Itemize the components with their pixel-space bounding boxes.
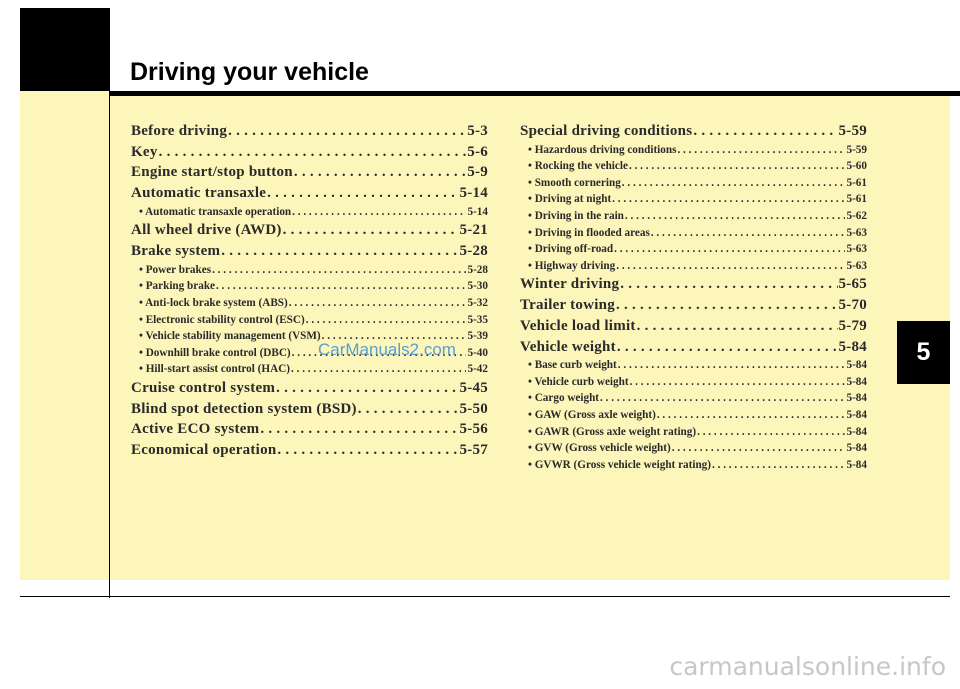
site-watermark: CarManuals2.com	[318, 340, 456, 359]
toc-entry-label: Vehicle weight	[520, 338, 616, 355]
toc-entry-label: • Automatic transaxle operation	[139, 205, 292, 218]
dot-leader	[289, 295, 467, 312]
toc-page-number: 5-45	[459, 379, 488, 396]
dot-leader	[294, 162, 466, 183]
toc-entry-label: Cruise control system	[131, 379, 276, 396]
toc-page-number: 5-56	[459, 421, 488, 438]
toc-subentry[interactable]	[131, 278, 488, 295]
toc-entry[interactable]	[131, 162, 488, 183]
toc-page-number: 5-59	[838, 123, 867, 139]
toc-page-number: 5-84	[846, 425, 867, 438]
toc-page-number: 5-63	[846, 259, 867, 272]
toc-page-number: 5-57	[459, 442, 488, 459]
toc-entry-label: • Cargo weight	[528, 392, 600, 405]
toc-entry[interactable]	[520, 121, 867, 142]
dot-leader	[672, 440, 846, 457]
toc-subentry[interactable]	[520, 208, 867, 225]
toc-page-number: 5-84	[846, 409, 867, 422]
toc-subentry[interactable]	[520, 424, 867, 441]
toc-page-number: 5-32	[467, 297, 488, 309]
left-margin-line	[109, 8, 110, 598]
dot-leader	[276, 378, 458, 399]
toc-entry[interactable]	[520, 295, 867, 316]
toc-page-number: 5-21	[459, 222, 488, 239]
toc-entry-label: • Driving at night	[528, 193, 612, 206]
toc-entry-label: • Base curb weight	[528, 359, 617, 372]
toc-entry-label: • GVWR (Gross vehicle weight rating)	[528, 458, 711, 471]
toc-page-number: 5-39	[467, 330, 488, 343]
toc-page-number: 5-42	[467, 363, 488, 376]
toc-page-number: 5-63	[846, 226, 867, 239]
toc-subentry[interactable]	[520, 457, 867, 474]
dot-leader	[358, 399, 459, 420]
toc-page-number: 5-84	[846, 359, 867, 372]
dot-leader	[212, 262, 466, 279]
toc-entry-label: • Driving off-road	[528, 243, 614, 256]
dot-leader	[657, 407, 846, 424]
toc-page-number: 5-84	[846, 392, 867, 405]
dot-leader	[277, 440, 458, 461]
dot-leader	[625, 208, 846, 225]
dot-leader	[617, 337, 838, 358]
toc-page-number: 5-3	[467, 123, 488, 139]
dot-leader	[712, 457, 845, 474]
toc-page-number: 5-84	[846, 442, 867, 455]
toc-entry-label: Engine start/stop button	[131, 164, 293, 181]
toc-page-number: 5-79	[838, 317, 867, 334]
toc-subentry[interactable]	[520, 440, 867, 457]
footer-rule	[20, 596, 950, 597]
toc-entry-label: • Hazardous driving conditions	[528, 143, 677, 156]
dot-leader	[637, 316, 838, 337]
dot-leader	[622, 175, 846, 192]
toc-entry[interactable]	[520, 316, 867, 337]
dot-leader	[693, 121, 837, 142]
toc-subentry[interactable]	[520, 374, 867, 391]
toc-page-number: 5-62	[846, 210, 867, 223]
toc-entry-label: • Electronic stability control (ESC)	[139, 313, 305, 326]
dot-leader	[614, 241, 845, 258]
toc-subentry[interactable]	[520, 390, 867, 407]
dot-leader	[216, 278, 466, 295]
dot-leader	[306, 312, 467, 329]
dot-leader	[291, 361, 466, 378]
dot-leader	[159, 142, 467, 163]
chapter-tab[interactable]: 5	[897, 321, 950, 384]
toc-right-column	[520, 121, 867, 473]
toc-entry-label: • Anti-lock brake system (ABS)	[139, 297, 288, 309]
toc-entry-label: • Driving in the rain	[528, 210, 624, 223]
dot-leader	[629, 158, 846, 175]
toc-entry-label: Winter driving	[520, 276, 620, 293]
toc-entry[interactable]	[131, 142, 488, 163]
toc-subentry[interactable]	[131, 295, 488, 312]
toc-page-number: 5-84	[846, 375, 867, 388]
toc-entry-label: • Parking brake	[139, 280, 216, 293]
dot-leader	[616, 258, 845, 275]
toc-page-number: 5-28	[459, 243, 488, 260]
toc-entry-label: • Highway driving	[528, 259, 616, 272]
dot-leader	[292, 204, 466, 221]
toc-subentry[interactable]	[520, 225, 867, 242]
dot-leader	[260, 419, 458, 440]
dot-leader	[612, 191, 845, 208]
dot-leader	[221, 241, 458, 262]
toc-entry-label: Special driving conditions	[520, 123, 693, 139]
dot-leader	[616, 295, 837, 316]
dot-leader	[630, 374, 846, 391]
toc-entry-label: • GAW (Gross axle weight)	[528, 409, 656, 422]
toc-page-number: 5-30	[467, 280, 488, 293]
toc-page-number: 5-40	[467, 346, 488, 359]
toc-subentry[interactable]	[520, 241, 867, 258]
toc-subentry[interactable]	[520, 191, 867, 208]
toc-entry[interactable]	[131, 241, 488, 262]
toc-entry-label: • Smooth cornering	[528, 176, 621, 189]
dot-leader	[228, 121, 466, 142]
toc-subentry[interactable]	[131, 312, 488, 329]
toc-entry-label: • GAWR (Gross axle weight rating)	[528, 425, 697, 438]
toc-page-number: 5-6	[467, 143, 488, 160]
toc-entry-label: Trailer towing	[520, 297, 616, 314]
toc-entry-label: • Driving in flooded areas	[528, 226, 650, 239]
toc-page-number: 5-70	[838, 297, 867, 314]
toc-entry[interactable]	[131, 440, 488, 461]
header-black-tab	[20, 8, 109, 91]
toc-subentry[interactable]	[520, 158, 867, 175]
footer-watermark: carmanualsonline.info	[669, 652, 946, 681]
toc-entry[interactable]	[131, 220, 488, 241]
toc-page-number: 5-14	[459, 185, 488, 202]
toc-left-column	[131, 121, 488, 461]
dot-leader	[283, 220, 459, 241]
toc-entry[interactable]	[520, 274, 867, 295]
toc-page-number: 5-9	[467, 164, 488, 181]
toc-subentry[interactable]	[520, 357, 867, 374]
dot-leader	[618, 357, 846, 374]
toc-page-number: 5-35	[467, 313, 488, 326]
toc-entry[interactable]	[131, 121, 488, 142]
page-title: Driving your vehicle	[130, 58, 369, 86]
dot-leader	[677, 142, 845, 159]
toc-subentry[interactable]	[131, 204, 488, 221]
toc-page-number: 5-59	[846, 143, 867, 156]
toc-page-number: 5-63	[846, 243, 867, 256]
toc-page-number: 5-50	[459, 400, 488, 417]
toc-page-number: 5-84	[846, 458, 867, 471]
toc-entry-label: • GVW (Gross vehicle weight)	[528, 442, 671, 455]
toc-page-number: 5-61	[846, 193, 867, 206]
toc-entry-label: Automatic transaxle	[131, 185, 267, 202]
toc-subentry[interactable]	[131, 361, 488, 378]
toc-page-number: 5-14	[467, 205, 488, 218]
toc-entry-label: • Vehicle stability management (VSM)	[139, 330, 321, 343]
toc-entry-label: • Power brakes	[139, 263, 212, 276]
toc-entry-label: Vehicle load limit	[520, 317, 636, 334]
toc-page-number: 5-84	[838, 338, 867, 355]
toc-entry-label: • Downhill brake control (DBC)	[139, 346, 291, 359]
toc-page-number: 5-65	[838, 276, 867, 293]
toc-page-number: 5-61	[846, 176, 867, 189]
toc-entry-label: Before driving	[131, 123, 228, 139]
toc-subentry[interactable]	[520, 258, 867, 275]
toc-entry-label: • Vehicle curb weight	[528, 375, 629, 388]
dot-leader	[651, 225, 846, 242]
toc-entry[interactable]	[520, 337, 867, 358]
toc-entry-label: Active ECO system	[131, 421, 260, 438]
toc-entry[interactable]	[131, 419, 488, 440]
toc-page-number: 5-60	[846, 160, 867, 173]
toc-subentry[interactable]	[520, 407, 867, 424]
dot-leader	[620, 274, 837, 295]
toc-entry-label: Blind spot detection system (BSD)	[131, 400, 357, 417]
toc-entry-label: Economical operation	[131, 442, 277, 459]
toc-entry-label: • Hill-start assist control (HAC)	[139, 363, 290, 376]
toc-subentry[interactable]	[520, 175, 867, 192]
toc-entry[interactable]	[131, 399, 488, 420]
dot-leader	[267, 183, 458, 204]
toc-entry[interactable]	[131, 183, 488, 204]
toc-entry-label: Brake system	[131, 243, 221, 260]
toc-entry[interactable]	[131, 378, 488, 399]
dot-leader	[697, 424, 845, 441]
toc-page-number: 5-28	[467, 263, 488, 276]
header-rule	[109, 91, 960, 96]
toc-subentry[interactable]	[131, 262, 488, 279]
toc-entry-label: • Rocking the vehicle	[528, 160, 628, 173]
toc-entry-label: All wheel drive (AWD)	[131, 222, 282, 239]
toc-entry-label: Key	[131, 143, 158, 160]
dot-leader	[600, 390, 845, 407]
toc-subentry[interactable]	[520, 142, 867, 159]
